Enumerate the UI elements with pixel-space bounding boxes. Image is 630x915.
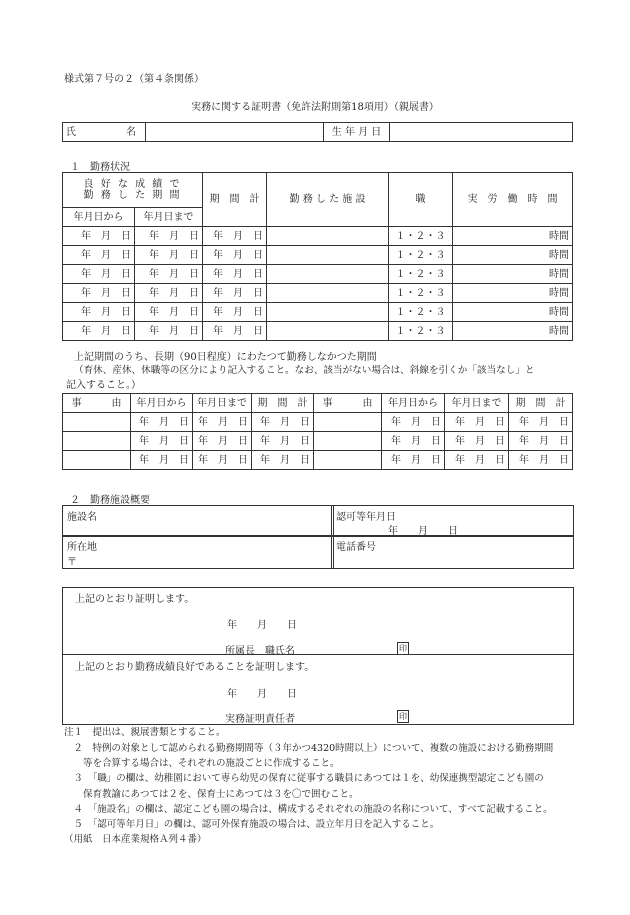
seal-mark-2[interactable]: 印 [399, 712, 407, 721]
leave-note-3: 記入すること。） [66, 380, 141, 391]
cert-date-1: 年 月 日 [227, 620, 297, 631]
phone-label: 電話番号 [336, 542, 376, 553]
col-job-header: 職 [389, 173, 453, 227]
cert-statement-1: 上記のとおり証明します。 [75, 594, 195, 605]
note-3b: 保育教諭にあつては２を、保育士にあつては３を〇で囲むこと。 [64, 789, 359, 800]
dob-label: 生 年 月 日 [324, 123, 390, 142]
phone-field[interactable] [331, 535, 574, 569]
note-4: ４ 「施設名」の欄は、認定こども園の場合は、構成するそれぞれの施設の名称について、すべて記載すること。 [64, 804, 553, 815]
cert-statement-2: 上記のとおり勤務成績良好であることを証明します。 [75, 662, 315, 673]
cert-head-label: 所属長 職氏名 [225, 646, 295, 657]
cert-date-2: 年 月 日 [227, 689, 297, 700]
table-row: 年 月 日 年 月 日 年 月 日 年 月 日 年 月 日 年 月 日 [63, 432, 573, 451]
table-row: 年 月 日 年 月 日 年 月 日 年 月 日 年 月 日 年 月 日 [63, 413, 573, 432]
facility-name-field[interactable] [62, 505, 334, 537]
col-total-header: 期 間 計 [203, 173, 267, 227]
section1-heading: １ 勤務状況 [70, 162, 130, 173]
col-hours-header: 実 労 働 時 間 [453, 173, 573, 227]
cert-officer-label: 実務証明責任者 [225, 714, 295, 725]
table-row: 年 月 日 年 月 日 年 月 日 １・２・３ 時間 [63, 284, 573, 303]
leave-table: 事 由 年月日から 年月日まで 期 間 計 事 由 年月日から 年月日まで 期 間 計 年 月 日 年 月 日 年 月 日 年 月 日 年 月 日 年 月 日 年 月 日 年 月 日 年 月 日 年 月 日 年 月 日 年 月 日 年 月 日 年 月 日 年 月 日 年 月 日 年 月 日 年 月 日 [62, 393, 573, 470]
identity-table [62, 122, 573, 142]
col-from-header: 年月日から [63, 208, 135, 227]
address-field[interactable] [62, 535, 334, 569]
table-row: 年 月 日 年 月 日 年 月 日 １・２・３ 時間 [63, 322, 573, 341]
note-5: ５ 「認可等年月日」の欄は、認可外保育施設の場合は、設立年月日を記入すること。 [64, 819, 440, 830]
page-title: 実務に関する証明書（免許法附則第18項用）（親展書） [191, 102, 439, 113]
leave-note-2: （育休、産休、休職等の区分により記入すること。なお、該当がない場合は、斜線を引くか「該当なし」と [74, 365, 535, 376]
table-row: 年 月 日 年 月 日 年 月 日 １・２・３ 時間 [63, 227, 573, 246]
leave-note-1: 上記期間のうち、長期（90日程度）にわたつて勤務しなかつた期間 [74, 352, 377, 363]
name-field[interactable] [146, 123, 324, 142]
address-label: 所在地 [67, 542, 97, 553]
leave-reason-header-2: 事 由 [314, 394, 382, 413]
dob-field[interactable] [390, 123, 573, 142]
note-1: 注１ 提出は、親展書類とすること。 [64, 727, 226, 738]
col-to-header: 年月日まで [135, 208, 203, 227]
paper-spec: （用紙 日本産業規格Ａ列４番） [64, 834, 207, 845]
form-number: 様式第７号の２（第４条関係） [64, 74, 204, 85]
postal-mark: 〒 [67, 557, 77, 568]
section2-heading: ２ 勤務施設概要 [70, 495, 150, 506]
note-2a: ２ 特例の対象として認められる勤務期間等（３年かつ4320時間以上）について、複数の施設における勤務期間 [64, 743, 554, 754]
note-3a: ３ 「職」の欄は、幼稚園において専ら幼児の保育に従事する職員にあつては１を、幼保連携型認定こども園の [64, 773, 544, 784]
leave-reason-header: 事 由 [63, 394, 131, 413]
table-row: 年 月 日 年 月 日 年 月 日 １・２・３ 時間 [63, 265, 573, 284]
table-row: 年 月 日 年 月 日 年 月 日 １・２・３ 時間 [63, 303, 573, 322]
approval-date-value: 年 月 日 [388, 526, 458, 537]
certification-box [62, 587, 574, 725]
note-2b: 等を合算する場合は、それぞれの施設ごとに作成すること。 [64, 758, 340, 769]
seal-mark-1[interactable]: 印 [399, 644, 407, 653]
approval-date-label: 認可等年月日 [336, 512, 396, 523]
table-row: 年 月 日 年 月 日 年 月 日 年 月 日 年 月 日 年 月 日 [63, 451, 573, 470]
name-label: 氏 名 [63, 123, 146, 142]
work-history-table [62, 172, 573, 341]
cert-divider [63, 654, 573, 655]
approval-date-field[interactable] [331, 505, 574, 537]
facility-name-label: 施設名 [67, 512, 97, 523]
table-row: 年 月 日 年 月 日 年 月 日 １・２・３ 時間 [63, 246, 573, 265]
col-period-header: 良 好 な 成 績 で 勤 務 し た 期 間 [63, 173, 203, 208]
col-facility-header: 勤 務 し た 施 設 [267, 173, 389, 227]
